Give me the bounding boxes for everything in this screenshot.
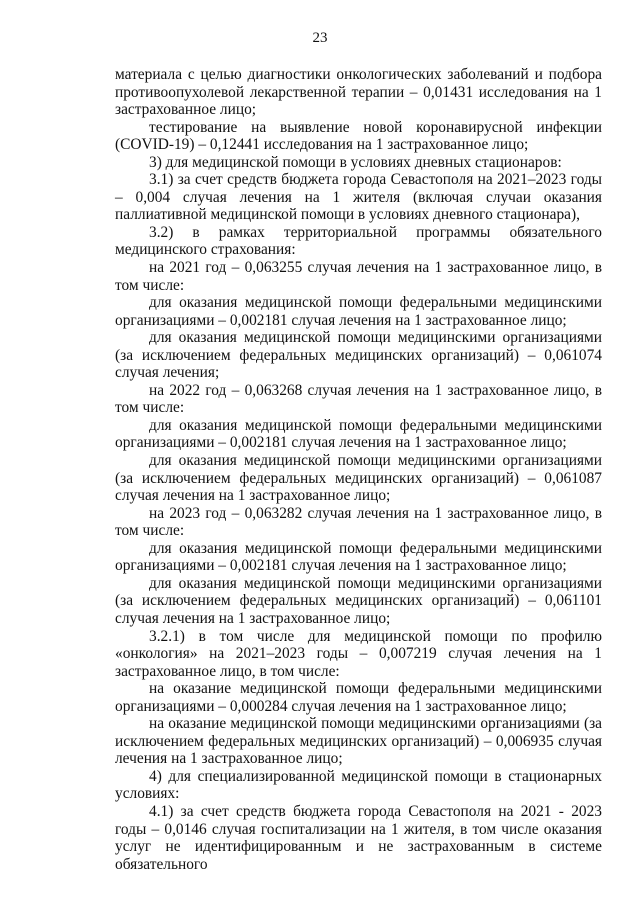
- paragraph-2021-other: для оказания медицинской помощи медицинскими организациями (за исключением федеральных медицинских организаций) – 0,061074 случая лечения;: [115, 329, 602, 382]
- paragraph-2021: на 2021 год – 0,063255 случая лечения на 1 застрахованное лицо, в том числе:: [115, 259, 602, 294]
- page-number: 23: [312, 30, 328, 46]
- paragraph-2023-other: для оказания медицинской помощи медицинскими организациями (за исключением федеральных медицинских организаций) – 0,061101 случая лечения на 1 застрахованное лицо;: [115, 574, 602, 627]
- paragraph-covid-testing: тестирование на выявление новой коронавирусной инфекции (COVID-19) – 0,12441 исследования на 1 застрахованное лицо;: [115, 118, 602, 154]
- paragraph-2023: на 2023 год – 0,063282 случая лечения на 1 застрахованное лицо, в том числе:: [115, 504, 602, 540]
- paragraph-3-2-1-oncology: 3.2.1) в том числе для медицинской помощи по профилю «онкология» на 2021–2023 годы – 0,007219 случая лечения на 1 застрахованное лицо, в том числе:: [115, 627, 602, 680]
- document-body: [115, 66, 602, 873]
- paragraph-3-1: 3.1) за счет средств бюджета города Севастополя на 2021–2023 годы – 0,004 случая лечения на 1 жителя (включая случаи оказания паллиативной медицинской помощи в условиях дневного стационара),: [115, 171, 602, 224]
- paragraph-2023-federal: для оказания медицинской помощи федеральными медицинскими организациями – 0,002181 случая лечения на 1 застрахованное лицо;: [115, 539, 602, 575]
- paragraph-2022-other: для оказания медицинской помощи медицинскими организациями (за исключением федеральных медицинских организаций) – 0,061087 случая лечения на 1 застрахованное лицо;: [115, 452, 602, 505]
- paragraph-inpatient-heading: 4) для специализированной медицинской помощи в стационарных условиях:: [115, 767, 602, 803]
- paragraph-day-hospital-heading: 3) для медицинской помощи в условиях дневных стационаров:: [149, 153, 562, 171]
- paragraph-2021-federal: для оказания медицинской помощи федеральными медицинскими организациями – 0,002181 случая лечения на 1 застрахованное лицо;: [115, 294, 602, 329]
- paragraph-2022: на 2022 год – 0,063268 случая лечения на 1 застрахованное лицо, в том числе:: [115, 381, 602, 417]
- paragraph-3-2: 3.2) в рамках территориальной программы обязательного медицинского страхования:: [115, 223, 602, 259]
- paragraph-continuation: материала с целью диагностики онкологических заболеваний и подбора противоопухолевой лекарственной терапии – 0,01431 исследования на 1 застрахованное лицо;: [115, 66, 602, 119]
- paragraph-oncology-federal: на оказание медицинской помощи федеральными медицинскими организациями – 0,000284 случая лечения на 1 застрахованное лицо;: [115, 680, 602, 715]
- paragraph-4-1: 4.1) за счет средств бюджета города Севастополя на 2021 - 2023 годы – 0,0146 случая госпитализации на 1 жителя, в том числе оказания услуг не идентифицированным и не застрахованным в системе обязательного: [115, 802, 602, 873]
- paragraph-2022-federal: для оказания медицинской помощи федеральными медицинскими организациями – 0,002181 случая лечения на 1 застрахованное лицо;: [115, 416, 602, 452]
- paragraph-oncology-other: на оказание медицинской помощи медицинскими организациями (за исключением федеральных медицинских организаций) – 0,006935 случая лечения на 1 застрахованное лицо;: [115, 715, 602, 768]
